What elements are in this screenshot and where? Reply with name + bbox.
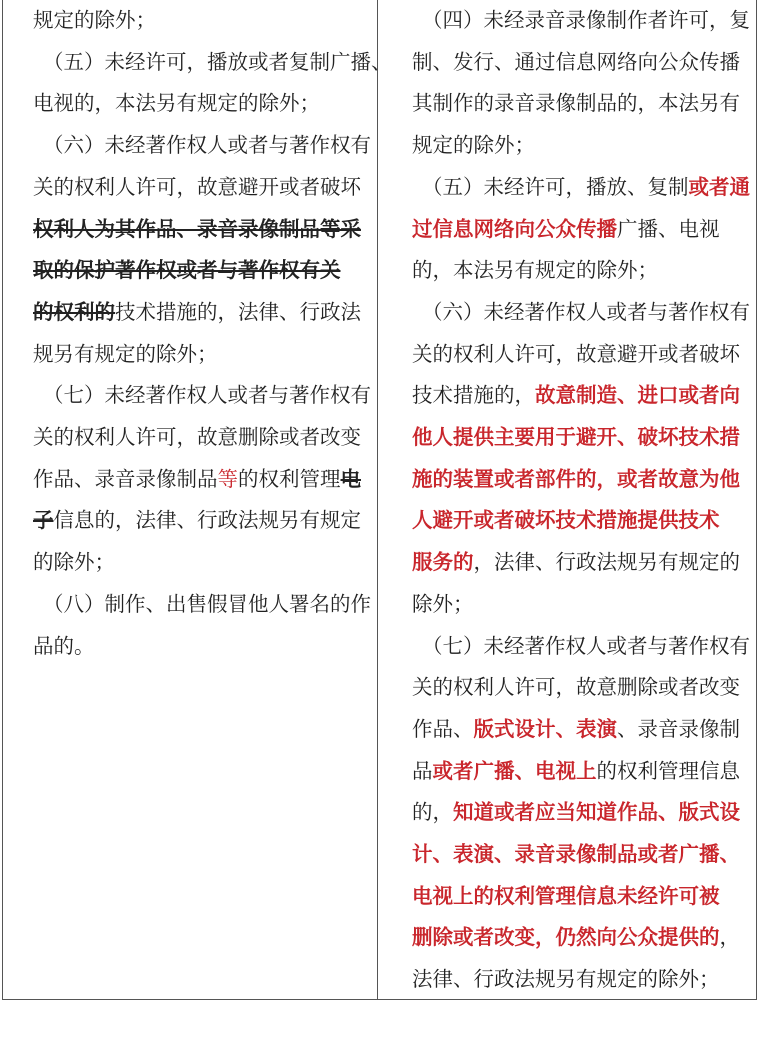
text: 品 [412, 758, 433, 783]
right-item5-line1 [412, 167, 752, 209]
text: 信息的，法律、行政法规另有规定 [53, 508, 361, 533]
text: 关的权利人许可，故意删除或者改变 [33, 425, 361, 450]
right-item7-line6 [412, 834, 752, 876]
left-item5-line2 [33, 83, 373, 125]
right-item6-line4 [412, 417, 752, 459]
left-item7-line5 [33, 542, 373, 584]
left-item6-line6 [33, 334, 373, 376]
text: 法律、行政法规另有规定的除外； [412, 967, 720, 992]
right-item6-line6 [412, 500, 752, 542]
right-item6-line5 [412, 459, 752, 501]
text: 规另有规定的除外； [33, 341, 218, 366]
text: 制、发行、通过信息网络向公众传播 [412, 49, 740, 74]
text: 技术措施的，法律、行政法 [115, 299, 361, 324]
left-item8-line2 [33, 626, 373, 668]
added-text: 版式设计、表演 [473, 716, 617, 741]
left-item7-line2 [33, 417, 373, 459]
right-item4-line4 [412, 125, 752, 167]
right-item6-line7 [412, 542, 752, 584]
right-item7-line9 [412, 959, 752, 1001]
left-item6-line4 [33, 250, 373, 292]
added-text: 他人提供主要用于避开、破坏技术措 [412, 425, 740, 450]
added-text: 或者通 [688, 174, 750, 199]
right-column [412, 0, 752, 1001]
right-item5-line3 [412, 250, 752, 292]
added-text: 删除或者改变，仍然向公众提供的 [412, 925, 720, 950]
text: 其制作的录音录像制品的，本法另有 [412, 91, 740, 116]
right-item6-line2 [412, 334, 752, 376]
added-text: 服务的 [412, 550, 474, 575]
highlight-text: 等 [217, 466, 238, 491]
added-text: 过信息网络向公众传播 [412, 216, 617, 241]
left-item6-line1 [33, 125, 373, 167]
deleted-text: 权利人为其作品、录音录像制品等采 [33, 216, 361, 241]
right-item7-line1 [412, 626, 752, 668]
left-item6-line5 [33, 292, 373, 334]
added-text: 知道或者应当知道作品、版式设 [453, 800, 740, 825]
text: （五）未经许可，播放、复制 [422, 174, 689, 199]
right-item4-line1 [412, 0, 752, 42]
left-item7-line3 [33, 459, 373, 501]
deleted-text: 取的保护著作权或者与著作权有关 [33, 258, 341, 283]
text: ， [719, 925, 740, 950]
right-item4-line3 [412, 83, 752, 125]
text: 关的权利人许可，故意删除或者改变 [412, 675, 740, 700]
text: 的除外； [33, 550, 115, 575]
text: （七）未经著作权人或者与著作权有 [422, 633, 750, 658]
right-item6-line1 [412, 292, 752, 334]
text: （七）未经著作权人或者与著作权有 [43, 383, 371, 408]
text: （八）制作、出售假冒他人署名的作 [43, 591, 371, 616]
text: （六）未经著作权人或者与著作权有 [43, 133, 371, 158]
text: 的， [412, 800, 453, 825]
deleted-text: 的权利的 [33, 299, 115, 324]
text: 广播、电视 [617, 216, 720, 241]
left-item7-line4 [33, 500, 373, 542]
left-item8-line1 [33, 584, 373, 626]
text: ，法律、行政法规另有规定的 [473, 550, 740, 575]
right-item7-line4 [412, 751, 752, 793]
left-item6-line3 [33, 209, 373, 251]
text: 、录音录像制 [617, 716, 740, 741]
added-text: 人避开或者破坏技术措施提供技术 [412, 508, 720, 533]
left-column [33, 0, 392, 667]
right-item7-line7 [412, 876, 752, 918]
right-item7-line2 [412, 667, 752, 709]
text: 规定的除外； [412, 133, 535, 158]
right-item4-line2 [412, 42, 752, 84]
left-item6-line2 [33, 167, 373, 209]
text: 技术措施的， [412, 383, 535, 408]
deleted-text: 电 [340, 466, 361, 491]
right-item7-line8 [412, 917, 752, 959]
text: （六）未经著作权人或者与著作权有 [422, 299, 750, 324]
right-item7-line3 [412, 709, 752, 751]
right-item7-line5 [412, 792, 752, 834]
added-text: 故意制造、进口或者向 [535, 383, 740, 408]
text: 除外； [412, 591, 474, 616]
text: 关的权利人许可，故意避开或者破坏 [412, 341, 740, 366]
text: 品的。 [33, 633, 95, 658]
added-text: 或者广播、电视上 [432, 758, 597, 783]
text: （五）未经许可，播放或者复制广播、 [43, 49, 392, 74]
text: （四）未经录音录像制作者许可，复 [422, 8, 750, 32]
right-item6-line8 [412, 584, 752, 626]
text: 的，本法另有规定的除外； [412, 258, 658, 283]
added-text: 施的装置或者部件的，或者故意为他 [412, 466, 740, 491]
left-item5-line1 [33, 42, 392, 84]
deleted-text: 子 [33, 508, 54, 533]
left-item7-line1 [33, 375, 373, 417]
text: 的权利管理信息 [596, 758, 740, 783]
text: 关的权利人许可，故意避开或者破坏 [33, 174, 361, 199]
text: 电视的，本法另有规定的除外； [33, 91, 320, 116]
added-text: 计、表演、录音录像制品或者广播、 [412, 842, 740, 867]
left-line [33, 0, 373, 42]
text: 作品、 [412, 716, 474, 741]
right-item6-line3 [412, 375, 752, 417]
right-item5-line2 [412, 209, 752, 251]
column-divider [377, 0, 378, 1000]
text: 的权利管理 [238, 466, 341, 491]
text: 规定的除外； [33, 8, 156, 32]
added-text: 电视上的权利管理信息未经许可被 [412, 883, 720, 908]
text: 作品、录音录像制品 [33, 466, 218, 491]
